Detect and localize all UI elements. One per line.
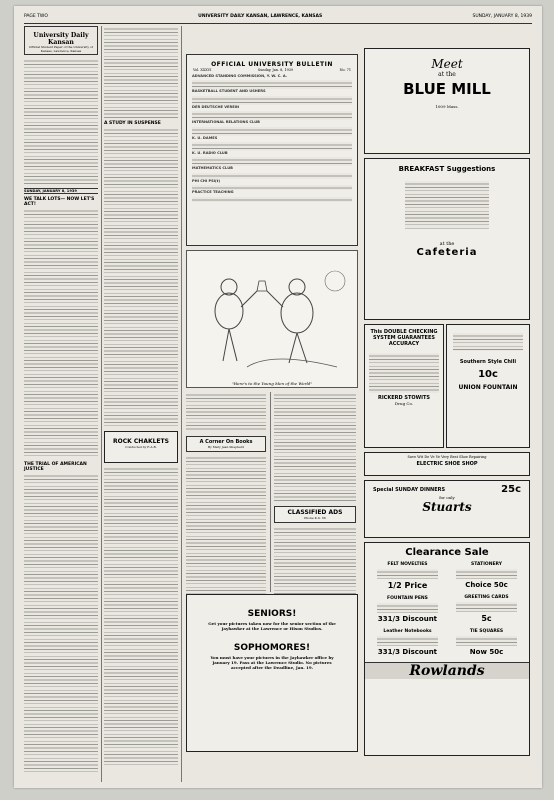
- greeting-cards-price: 5c: [481, 614, 492, 623]
- bulletin-item: K. U. RADIO CLUB: [192, 151, 228, 156]
- cartoon-caption: "Here's to the Young Men of the World": [231, 381, 313, 386]
- dinners-for-only: for only: [439, 495, 455, 500]
- breakfast-title: BREAKFAST Suggestions: [398, 165, 496, 173]
- header-date: SUNDAY, JANUARY 8, 1939: [472, 14, 532, 19]
- bulletin-item: PRACTICE TEACHING: [192, 190, 234, 195]
- masthead-subtitle: Official Student Paper of the University of Kansas, Lawrence, Kansas: [29, 45, 93, 53]
- staff-listing: [24, 58, 98, 186]
- seniors-title: SENIORS!: [247, 609, 297, 619]
- masthead-box: [24, 26, 98, 55]
- tie-squares-desc: [456, 636, 517, 646]
- column-four: [274, 392, 356, 596]
- seniors-sophomores-ad: [186, 594, 358, 752]
- column-rule-1: [101, 26, 102, 782]
- union-chili: Southern Style Chili: [459, 359, 517, 365]
- tie-squares-price: Now 50c: [469, 648, 504, 656]
- editorial-headline-1: WE TALK LOTS— NOW LET'S ACT!: [24, 197, 95, 208]
- header-rule: [24, 23, 532, 24]
- bulletin-item-body: [192, 80, 352, 89]
- page-header: [24, 14, 532, 22]
- bulletin-item: K. U. DAMES: [192, 135, 218, 140]
- rickerd-name: RICKERD STOWITS: [377, 395, 431, 401]
- classified-body: [274, 526, 356, 596]
- corner-books-byline: By Mary Jean Shepherd: [207, 445, 245, 449]
- tie-squares: TIE SQUARES: [469, 629, 504, 634]
- union-fountain-ad: [446, 324, 530, 448]
- blue-mill-line1: Meet: [431, 57, 463, 71]
- col2-body-top: [104, 26, 178, 118]
- classified-ads-header: [274, 506, 356, 523]
- rock-chaklets-title: ROCK CHAKLETS: [113, 438, 169, 445]
- column-two: [104, 26, 178, 782]
- leather-notebooks: Leather Notebooks: [383, 629, 432, 634]
- col3-body-top: [186, 392, 266, 432]
- leather-notebooks-desc: [377, 636, 438, 646]
- stationery: STATIONERY: [471, 562, 503, 567]
- editorial-body-2: [24, 473, 98, 773]
- editorial-headline-2: THE TRIAL OF AMERICAN JUSTICE: [24, 462, 87, 473]
- masthead-title: University Daily Kansan: [33, 32, 89, 46]
- classified-title: CLASSIFIED ADS: [287, 509, 343, 516]
- leather-notebooks-price: 331/3 Discount: [377, 648, 438, 656]
- bulletin-item-body: [192, 142, 352, 151]
- bulletin-item: PHI CHI PSI(t): [192, 178, 221, 183]
- official-bulletin: [186, 54, 358, 246]
- cafeteria-name: Cafeteria: [416, 247, 478, 258]
- editorial-cartoon: [186, 250, 358, 388]
- blue-mill-name: BLUE MILL: [403, 80, 491, 98]
- classified-rates: Phone K.U. 66: [304, 516, 326, 520]
- bulletin-item-body: [192, 111, 352, 120]
- fountain-pens: FOUNTAIN PENS: [387, 596, 428, 601]
- union-name: UNION FOUNTAIN: [458, 384, 518, 391]
- dinners-price: 25c: [501, 484, 521, 495]
- fountain-pens-price: 331/3 Discount: [377, 615, 438, 623]
- dinners-title: Special SUNDAY DINNERS: [373, 486, 446, 493]
- union-price: 10c: [478, 369, 498, 380]
- bulletin-day: Sunday, Jan. 8, 1939: [257, 68, 294, 72]
- stationery-desc: [456, 569, 517, 579]
- corner-on-books: [186, 436, 266, 452]
- stationery-price: Choice 50c: [465, 581, 508, 589]
- felt-novelties-desc: [377, 569, 438, 579]
- column-rule-2: [181, 26, 182, 782]
- union-intro: [453, 333, 523, 351]
- bulletin-item-body: [192, 197, 352, 202]
- felt-novelties-price: 1/2 Price: [387, 581, 428, 590]
- blue-mill-address: 1009 Mass.: [435, 104, 459, 109]
- col2-body: [104, 127, 178, 427]
- electric-name: ELECTRIC SHOE SHOP: [416, 461, 478, 467]
- bulletin-item-body: [192, 157, 352, 166]
- newspaper-page: [14, 6, 542, 788]
- electric-tagline: Save Wit De Ve Ve Very Best Shoe Repairing: [407, 455, 487, 459]
- header-paper-name: UNIVERSITY DAILY KANSAN, LAWRENCE, KANSAS: [198, 14, 323, 19]
- col4-body-top: [274, 392, 356, 502]
- seniors-body: Get your pictures taken now for the senior section of the Jayhawker at the Lawrence or Hixon Studios.: [208, 621, 336, 631]
- editorial-body-1: [24, 208, 98, 458]
- blue-mill-line2: at the: [438, 71, 456, 78]
- sunday-dinners-ad: [364, 480, 530, 538]
- bulletin-title: OFFICIAL UNIVERSITY BULLETIN: [211, 61, 333, 68]
- sophomores-title: SOPHOMORES!: [233, 643, 311, 653]
- column-editorial: [24, 26, 98, 782]
- cafeteria-line1: at the: [439, 241, 455, 247]
- blue-mill-ad: [364, 48, 530, 154]
- sophomores-body: You must have your pictures in the Jayhawker office by January 19. Pass at the Lawrence Studio. No pictures accepted after the Deadline, Jan. 19.: [210, 655, 334, 670]
- breakfast-ad: [364, 158, 530, 320]
- cartoon-illustration: [187, 251, 357, 377]
- bulletin-item: ADVANCED STANDING COMMISSION, Y. W. C. A.: [192, 74, 288, 78]
- bulletin-item-body: [192, 96, 352, 105]
- column-rule-3: [270, 392, 271, 592]
- clearance-sale-ad: [364, 542, 530, 756]
- bulletin-number: No. 71: [339, 68, 351, 72]
- rock-chaklets-subtitle: Conducted by E.A.B.: [125, 445, 157, 449]
- checking-system-ad: [364, 324, 444, 448]
- breakfast-menu: [405, 181, 489, 229]
- greeting-cards: GREETING CARDS: [464, 595, 509, 600]
- electric-shoe-shop-ad: [364, 452, 530, 476]
- masthead-date: SUNDAY, JANUARY 8, 1939: [24, 188, 98, 194]
- bulletin-item: DER DEUTSCHE VEREIN: [192, 104, 240, 109]
- corner-books-title: A Corner On Books: [199, 439, 253, 445]
- clearance-title: Clearance Sale: [405, 547, 489, 558]
- rowlands-logo: Rowlands: [365, 662, 529, 679]
- header-page-number: PAGE TWO: [24, 14, 48, 19]
- checking-body: [369, 353, 439, 393]
- fountain-pens-desc: [377, 603, 438, 613]
- felt-novelties: FELT NOVELTIES: [387, 562, 428, 567]
- rock-chaklets-box: [104, 431, 178, 463]
- stuarts-logo: Stuarts: [422, 500, 472, 514]
- rock-chaklets-body: [104, 466, 178, 766]
- bulletin-item: MATHEMATICS CLUB: [192, 166, 233, 171]
- bulletin-item: INTERNATIONAL RELATIONS CLUB: [192, 120, 260, 125]
- greeting-cards-desc: [456, 602, 517, 612]
- col2-headline: A STUDY IN SUSPENSE: [104, 121, 161, 126]
- bulletin-volume: Vol. XXXVI: [193, 68, 212, 72]
- bulletin-item-body: [192, 127, 352, 136]
- checking-title: This DOUBLE CHECKING SYSTEM GUARANTEES ACCURACY: [370, 329, 438, 347]
- bulletin-item: BASKETBALL STUDENT AND USHERS: [192, 89, 266, 94]
- rickerd-drug: Drug Co.: [394, 401, 414, 406]
